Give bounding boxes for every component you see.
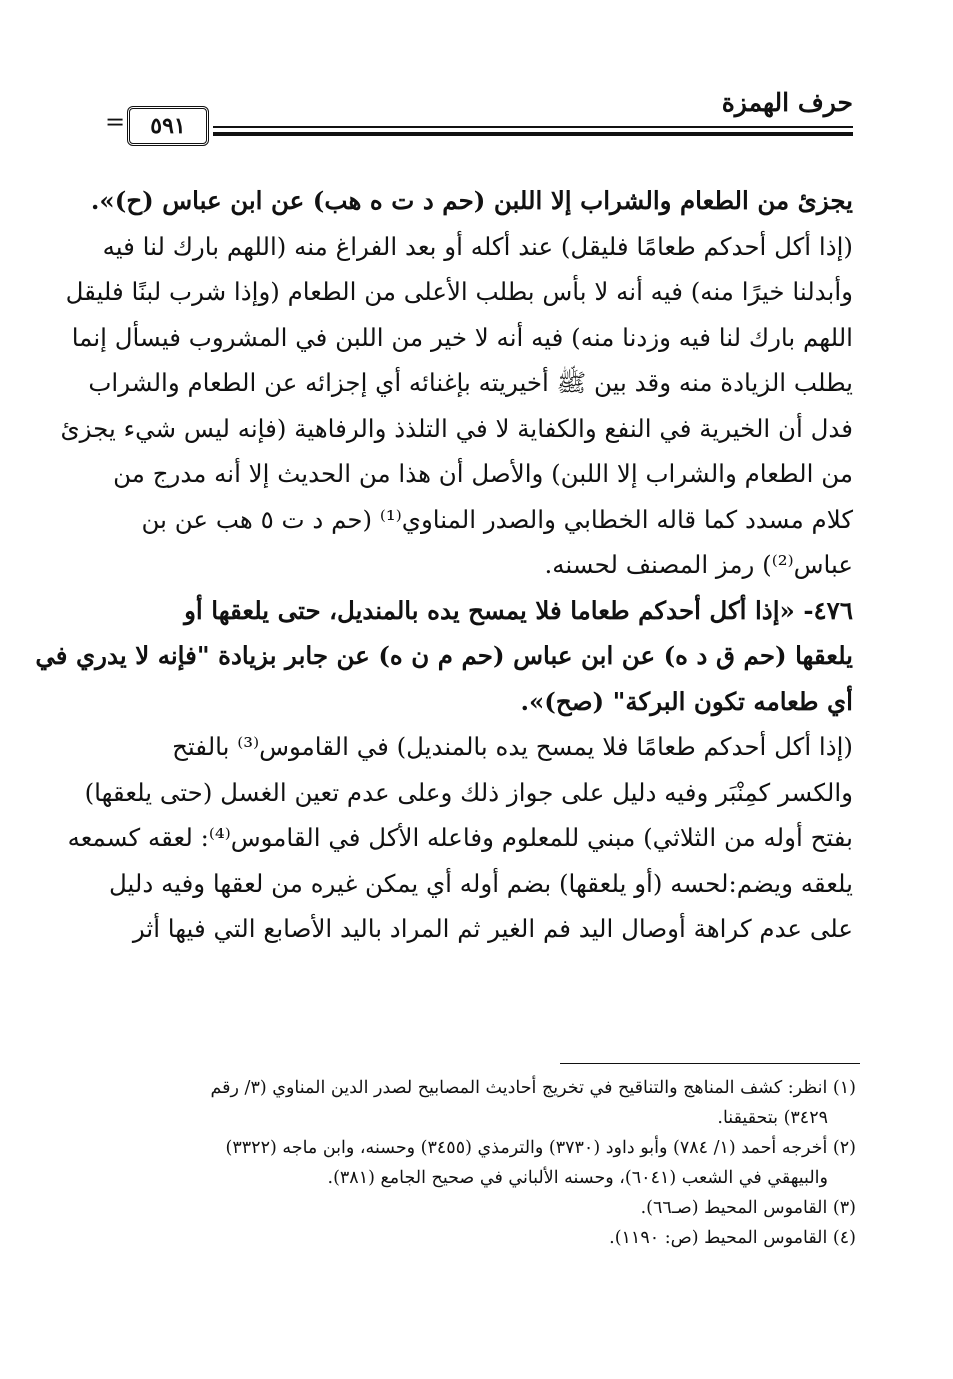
body-line: على عدم كراهة أوصال اليد فم الغير ثم المراد باليد الأصابع التي فيها أثر	[132, 914, 853, 943]
page-number: ٥٩١	[127, 106, 209, 146]
footnotes	[125, 1073, 856, 1253]
footnote-line: والبيهقي في الشعب (٦٠٤١)، وحسنه الألباني في صحيح الجامع (٣٨١).	[327, 1168, 828, 1188]
body-line: من الطعام والشراب إلا اللبن) والأصل أن هذا من الحديث إلا أنه مدرج من	[113, 459, 853, 488]
body-line: عباس⁽²⁾) رمز المصنف لحسنه.	[544, 550, 853, 579]
header-equals-mark: =	[105, 108, 126, 136]
footnote-line: (١) انظر: كشف المناهج والتناقيح في تخريج أحاديث المصابيح لصدر الدين المناوي (٣/ رقم	[210, 1078, 856, 1098]
body-line: كلام مسدد كما قاله الخطابي والصدر المناوي⁽¹⁾ (حم د ت ٥ هب عن بن	[141, 504, 853, 534]
chapter-title: حرف الهمزة	[721, 88, 853, 117]
body-line: يلعقها (حم ق د ه) عن ابن عباس (حم م ن ه) عن جابر بزيادة "فإنه لا يدري في	[35, 641, 853, 670]
body-line: والكسر كمِنْبَر وفيه دليل على جواز ذلك وعلى عدم تعين الغسل (حتى يلعقها)	[84, 777, 853, 807]
footnote-separator	[560, 1063, 860, 1064]
body-line: وأبدلنا خيرًا منه) فيه أنه لا بأس بطلب الأعلى من الطعام (وإذا شرب لبنًا فليقل	[65, 277, 853, 306]
body-line: بفتح أوله من الثلاثي) مبني للمعلوم وفاعله الأكل في القاموس⁽⁴⁾: لعقه كسمعه	[67, 823, 853, 852]
body-line: أي طعامه تكون البركة" (صح)».	[520, 686, 853, 716]
header-rule-thick	[213, 132, 853, 136]
header-rule-thin	[213, 126, 853, 128]
body-line: يجزئ من الطعام والشراب إلا اللبن (حم د ت ه هب) عن ابن عباس (ح)».	[90, 186, 853, 215]
body-line: اللهم بارك لنا فيه وزدنا منه) فيه أنه لا خير من اللبن في المشروب فيسأل إنما	[71, 322, 853, 352]
body-text	[35, 178, 853, 952]
body-line: يطلب الزيادة منه وقد بين ﷺ أخيريته بإغنائه أي إجزائه عن الطعام والشراب	[88, 368, 853, 397]
footnote-line: (٢) أخرجه أحمد (١/ ٧٨٤) وأبو داود (٣٧٣٠) والترمذي (٣٤٥٥) وحسنه، وابن ماجه (٣٣٢٢)	[225, 1138, 856, 1158]
body-line: يلعقه ويضم:لحسه (أو يلعقها) بضم أوله أي يمكن غيره من لعقها وفيه دليل	[108, 868, 853, 898]
body-line: (إذا أكل أحدكم طعامًا فليقل) عند أكله أو بعد الفراغ منه (اللهم بارك لنا فيه	[102, 231, 853, 261]
body-line: فدل أن الخيرية في النفع والكفاية لا في التلذذ والرفاهية (فإنه ليس شيء يجزئ	[60, 413, 853, 443]
page-header	[105, 88, 853, 158]
body-line: (إذا أكل أحدكم طعامًا فلا يمسح يده بالمنديل) في القاموس⁽³⁾ بالفتح	[172, 732, 853, 761]
footnote-line: ٣٤٢٩) بتحقيقنا.	[717, 1108, 828, 1128]
footnote-line: (٤) القاموس المحيط (ص: ١١٩٠).	[609, 1228, 856, 1248]
footnote-line: (٣) القاموس المحيط (صـ٦٦).	[640, 1198, 856, 1218]
body-line: ٤٧٦- «إذا أكل أحدكم طعاما فلا يمسح يده بالمنديل، حتى يلعقها أو	[184, 595, 853, 625]
